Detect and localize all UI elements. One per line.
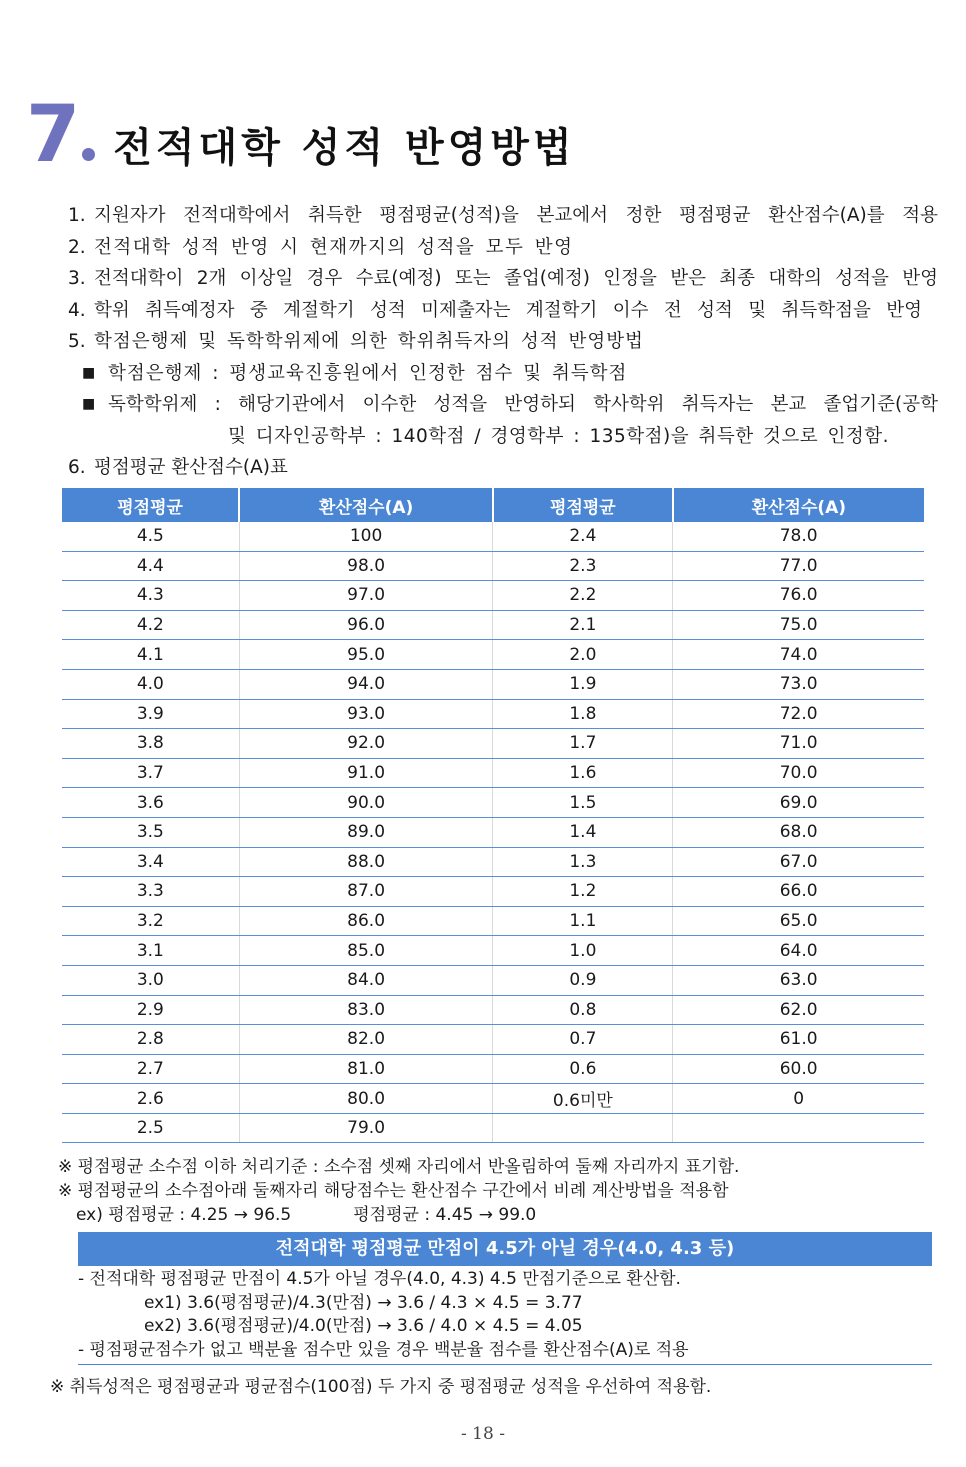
- table-cell: 1.9: [493, 669, 673, 699]
- table-cell: 1.5: [493, 788, 673, 818]
- table-row: [62, 758, 924, 788]
- table-cell: 3.4: [62, 847, 239, 877]
- column-header: 평점평균: [493, 488, 673, 522]
- table-cell: 96.0: [239, 610, 493, 640]
- table-cell: 1.4: [493, 817, 673, 847]
- list-item-text: 전적대학이 2개 이상일 경우 수료(예정) 또는 졸업(예정) 인정을 받은 최종 대학의 성적을 반영: [94, 268, 938, 289]
- table-row: [62, 788, 924, 818]
- table-cell: 4.1: [62, 640, 239, 670]
- table-cell: 76.0: [673, 581, 924, 611]
- table-cell: 67.0: [673, 847, 924, 877]
- section-number: 7: [26, 90, 79, 180]
- square-bullet-icon: ■: [82, 396, 96, 412]
- table-cell: 0.7: [493, 1025, 673, 1055]
- table-cell: 63.0: [673, 965, 924, 995]
- table-cell: 1.7: [493, 729, 673, 759]
- table-cell: 73.0: [673, 669, 924, 699]
- table-cell: 83.0: [239, 995, 493, 1025]
- method-list: [68, 200, 938, 484]
- table-cell: 2.9: [62, 995, 239, 1025]
- table-cell: 0.6: [493, 1054, 673, 1084]
- sub-item-text: 학점은행제 : 평생교육진흥원에서 인정한 점수 및 취득학점: [108, 362, 628, 384]
- table-cell: 4.4: [62, 551, 239, 581]
- box-line-1: - 전적대학 평점평균 만점이 4.5가 아닐 경우(4.0, 4.3) 4.5 만점기준으로 환산함.: [78, 1269, 681, 1289]
- section-heading: [26, 90, 576, 180]
- table-cell: 87.0: [239, 877, 493, 907]
- table-cell: 72.0: [673, 699, 924, 729]
- table-cell: 1.3: [493, 847, 673, 877]
- table-cell: 1.2: [493, 877, 673, 907]
- table-cell: 3.3: [62, 877, 239, 907]
- table-cell: 2.1: [493, 610, 673, 640]
- table-cell: 2.6: [62, 1084, 239, 1114]
- table-cell: 60.0: [673, 1054, 924, 1084]
- table-cell: 0.6미만: [493, 1084, 673, 1114]
- table-caption-text: 평점평균 환산점수(A)표: [94, 457, 288, 478]
- list-item-text: 학위 취득예정자 중 계절학기 성적 미제출자는 계절학기 이수 전 성적 및 취득학점을 반영: [94, 299, 922, 321]
- table-cell: 0: [673, 1084, 924, 1114]
- table-cell: 90.0: [239, 788, 493, 818]
- table-cell: 2.7: [62, 1054, 239, 1084]
- table-cell: 97.0: [239, 581, 493, 611]
- note-example: [58, 1203, 739, 1227]
- table-cell: 3.8: [62, 729, 239, 759]
- table-row: [62, 1084, 924, 1114]
- table-cell: 70.0: [673, 758, 924, 788]
- sub-item: [68, 389, 938, 421]
- table-cell: 69.0: [673, 788, 924, 818]
- table-row: [62, 551, 924, 581]
- table-cell: 66.0: [673, 877, 924, 907]
- box-example-1: ex1) 3.6(평점평균)/4.3(만점) → 3.6 / 4.3 × 4.5 = 3.77: [144, 1292, 583, 1313]
- conversion-table: [62, 488, 924, 1143]
- table-cell: 89.0: [239, 817, 493, 847]
- list-item: 4. 학위 취득예정자 중 계절학기 성적 미제출자는 계절학기 이수 전 성적 및 취득학점을 반영: [68, 295, 938, 327]
- sub-item-continuation: 및 디자인공학부 : 140학점 / 경영학부 : 135학점)을 취득한 것으로 인정함.: [228, 425, 890, 447]
- table-cell: 100: [239, 522, 493, 551]
- box-line-2: - 평점평균점수가 없고 백분율 점수만 있을 경우 백분율 점수를 환산점수(A)로 적용: [78, 1339, 689, 1360]
- note-proportional: ※ 평점평균의 소수점아래 둘째자리 해당점수는 환산점수 구간에서 비례 계산방법을 적용함: [58, 1181, 729, 1201]
- table-cell: 3.1: [62, 936, 239, 966]
- sub-item-text: 독학학위제 : 해당기관에서 이수한 성적을 반영하되 학사학위 취득자는 본교 졸업기준(공학: [108, 394, 938, 415]
- table-cell: 68.0: [673, 817, 924, 847]
- table-cell: 80.0: [239, 1084, 493, 1114]
- table-row: [62, 522, 924, 551]
- non-4.5-scale-heading: 전적대학 평점평균 만점이 4.5가 아닐 경우(4.0, 4.3 등): [78, 1232, 932, 1266]
- table-row: [62, 699, 924, 729]
- table-row: [62, 669, 924, 699]
- table-cell: 0.9: [493, 965, 673, 995]
- section-number-dot: [82, 148, 95, 161]
- table-row: [62, 1025, 924, 1055]
- box-example-2: ex2) 3.6(평점평균)/4.0(만점) → 3.6 / 4.0 × 4.5 = 4.05: [144, 1316, 583, 1336]
- table-row: [62, 610, 924, 640]
- table-cell: 3.5: [62, 817, 239, 847]
- list-item: 5. 학점은행제 및 독학학위제에 의한 학위취득자의 성적 반영방법: [68, 326, 938, 358]
- table-row: [62, 640, 924, 670]
- table-cell: 1.6: [493, 758, 673, 788]
- table-cell: 88.0: [239, 847, 493, 877]
- table-cell: 81.0: [239, 1054, 493, 1084]
- table-cell: 79.0: [239, 1113, 493, 1143]
- table-cell: 2.8: [62, 1025, 239, 1055]
- table-cell: 3.6: [62, 788, 239, 818]
- table-cell: 3.7: [62, 758, 239, 788]
- table-row: [62, 1113, 924, 1143]
- table-cell: 82.0: [239, 1025, 493, 1055]
- table-cell: 75.0: [673, 610, 924, 640]
- list-item: 2. 전적대학 성적 반영 시 현재까지의 성적을 모두 반영: [68, 232, 938, 264]
- table-cell: 64.0: [673, 936, 924, 966]
- table-cell: [673, 1113, 924, 1143]
- table-cell: 71.0: [673, 729, 924, 759]
- table-cell: 65.0: [673, 906, 924, 936]
- table-cell: 3.9: [62, 699, 239, 729]
- column-header: 환산점수(A): [239, 488, 493, 522]
- table-cell: 2.3: [493, 551, 673, 581]
- final-note: ※ 취득성적은 평점평균과 평균점수(100점) 두 가지 중 평점평균 성적을 우선하여 적용함.: [50, 1377, 712, 1397]
- table-cell: 93.0: [239, 699, 493, 729]
- table-row: [62, 877, 924, 907]
- table-row: [62, 847, 924, 877]
- table-row: [62, 936, 924, 966]
- table-row: [62, 729, 924, 759]
- table-cell: 3.0: [62, 965, 239, 995]
- notes: [58, 1155, 739, 1227]
- table-cell: 1.8: [493, 699, 673, 729]
- list-item-text: 지원자가 전적대학에서 취득한 평점평균(성적)을 본교에서 정한 평점평균 환산점수(A)를 적용: [94, 205, 938, 226]
- table-cell: 4.5: [62, 522, 239, 551]
- table-row: [62, 581, 924, 611]
- table-cell: 98.0: [239, 551, 493, 581]
- non-4.5-scale-box: [78, 1268, 932, 1365]
- table-cell: 78.0: [673, 522, 924, 551]
- page-number: - 18 -: [461, 1424, 505, 1444]
- sub-item: [68, 358, 938, 390]
- table-cell: [493, 1113, 673, 1143]
- column-header: 평점평균: [62, 488, 239, 522]
- table-cell: 94.0: [239, 669, 493, 699]
- table-cell: 4.2: [62, 610, 239, 640]
- table-cell: 91.0: [239, 758, 493, 788]
- list-item: 3. 전적대학이 2개 이상일 경우 수료(예정) 또는 졸업(예정) 인정을 받은 최종 대학의 성적을 반영: [68, 263, 938, 295]
- table-cell: 1.0: [493, 936, 673, 966]
- table-row: [62, 995, 924, 1025]
- table-cell: 2.0: [493, 640, 673, 670]
- list-item: 1. 지원자가 전적대학에서 취득한 평점평균(성적)을 본교에서 정한 평점평균 환산점수(A)를 적용: [68, 200, 938, 232]
- table-cell: 84.0: [239, 965, 493, 995]
- table-cell: 74.0: [673, 640, 924, 670]
- table-cell: 2.2: [493, 581, 673, 611]
- table-cell: 2.4: [493, 522, 673, 551]
- table-row: [62, 906, 924, 936]
- example-a: ex) 평점평균 : 4.25 → 96.5: [76, 1205, 292, 1225]
- table-row: [62, 817, 924, 847]
- square-bullet-icon: ■: [82, 364, 96, 381]
- table-cell: 4.3: [62, 581, 239, 611]
- table-cell: 85.0: [239, 936, 493, 966]
- table-row: [62, 965, 924, 995]
- table-cell: 95.0: [239, 640, 493, 670]
- column-header: 환산점수(A): [673, 488, 924, 522]
- table-cell: 86.0: [239, 906, 493, 936]
- table-caption: 6. 평점평균 환산점수(A)표: [68, 452, 938, 484]
- example-b: 평점평균 : 4.45 → 99.0: [353, 1205, 537, 1225]
- table-cell: 62.0: [673, 995, 924, 1025]
- list-item-text: 전적대학 성적 반영 시 현재까지의 성적을 모두 반영: [94, 236, 574, 258]
- table-cell: 4.0: [62, 669, 239, 699]
- table-cell: 92.0: [239, 729, 493, 759]
- table-cell: 0.8: [493, 995, 673, 1025]
- note-rounding: ※ 평점평균 소수점 이하 처리기준 : 소수점 셋째 자리에서 반올림하여 둘째 자리까지 표기함.: [58, 1157, 740, 1177]
- table-cell: 3.2: [62, 906, 239, 936]
- table-cell: 77.0: [673, 551, 924, 581]
- section-title: 전적대학 성적 반영방법: [113, 125, 576, 171]
- table-header-row: [62, 488, 924, 522]
- table-cell: 61.0: [673, 1025, 924, 1055]
- table-cell: 2.5: [62, 1113, 239, 1143]
- table-row: [62, 1054, 924, 1084]
- list-item-text: 학점은행제 및 독학학위제에 의한 학위취득자의 성적 반영방법: [94, 331, 644, 352]
- table-cell: 1.1: [493, 906, 673, 936]
